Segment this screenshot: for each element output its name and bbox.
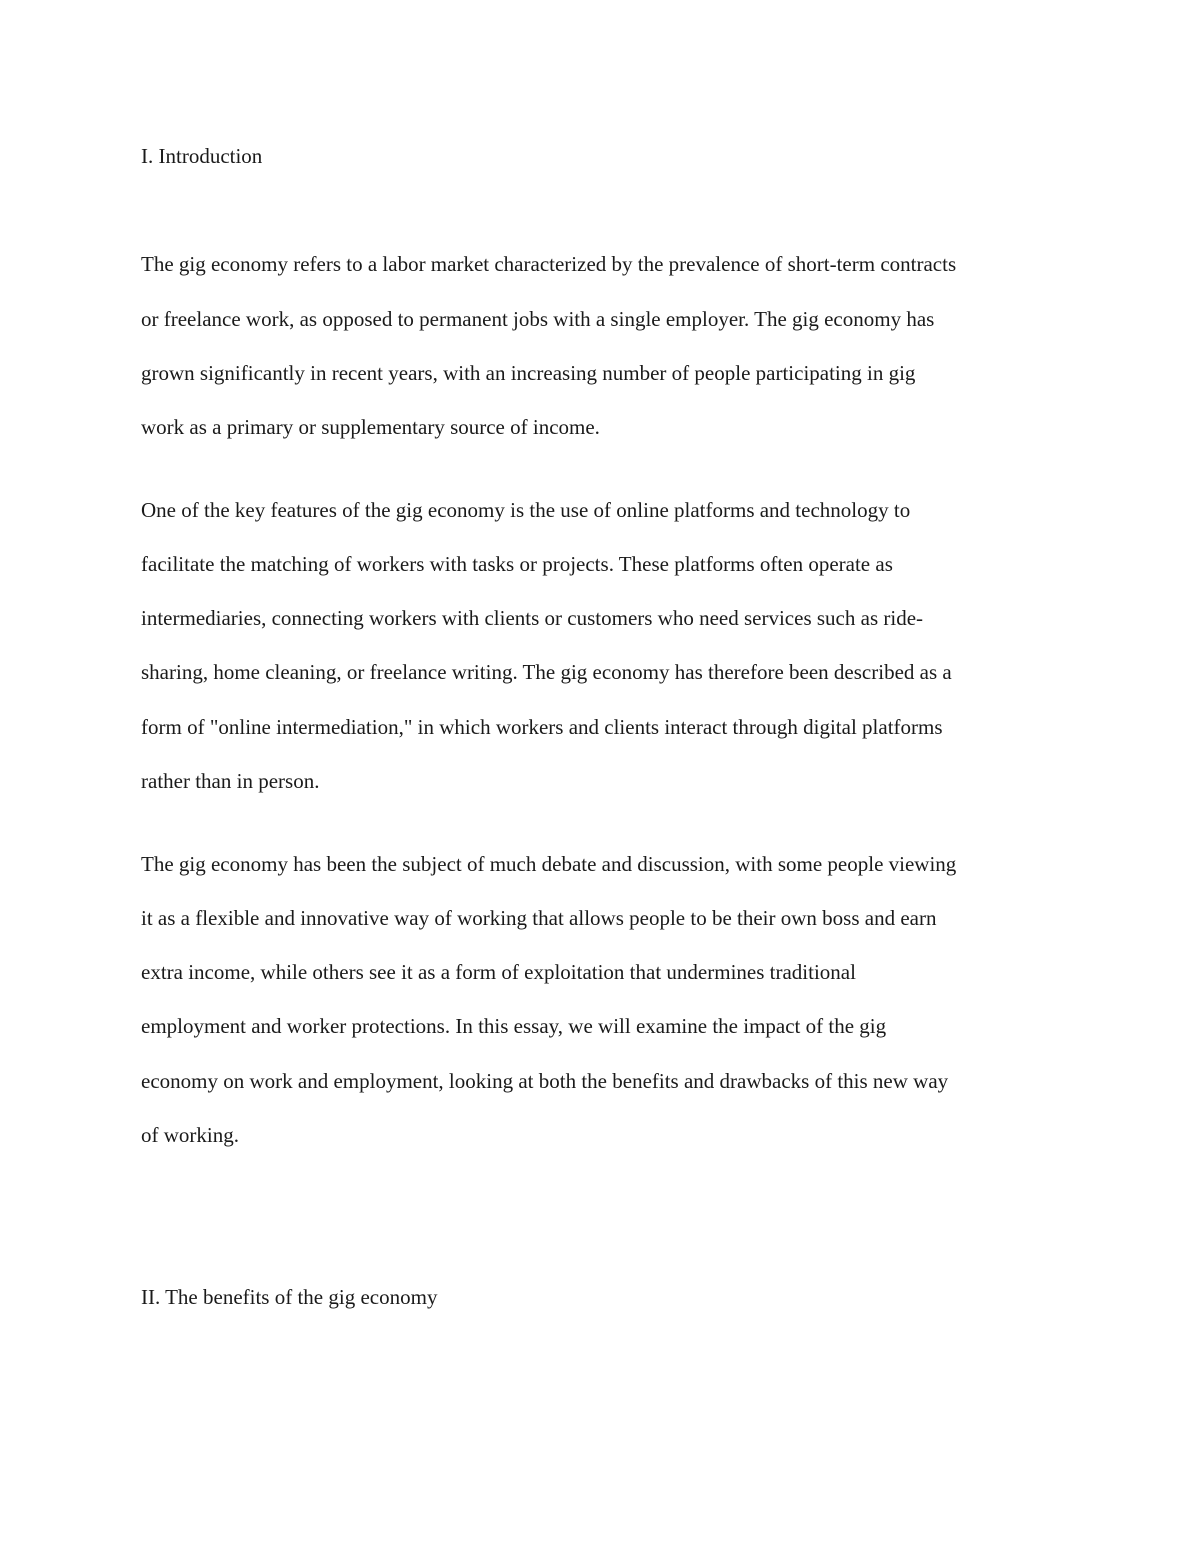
text-line: intermediaries, connecting workers with clients or customers who need services such as ride- (141, 606, 924, 630)
text-line: form of "online intermediation," in which workers and clients interact through digital platforms (141, 715, 943, 739)
text-line: One of the key features of the gig economy is the use of online platforms and technology to (141, 498, 911, 522)
text-line: rather than in person. (141, 769, 320, 793)
text-line: work as a primary or supplementary source of income. (141, 415, 600, 439)
section-heading-introduction: I. Introduction (141, 144, 263, 168)
text-line: The gig economy has been the subject of much debate and discussion, with some people viewing (141, 852, 957, 876)
text-line: sharing, home cleaning, or freelance writing. The gig economy has therefore been described as a (141, 660, 952, 684)
text-line: The gig economy refers to a labor market characterized by the prevalence of short-term contracts (141, 252, 957, 276)
text-line: extra income, while others see it as a form of exploitation that undermines traditional (141, 960, 856, 984)
section-heading-benefits: II. The benefits of the gig economy (141, 1285, 438, 1309)
text-line: employment and worker protections. In this essay, we will examine the impact of the gig (141, 1014, 887, 1038)
text-line: of working. (141, 1123, 239, 1147)
text-line: grown significantly in recent years, with an increasing number of people participating in gig (141, 361, 916, 385)
text-line: it as a flexible and innovative way of working that allows people to be their own boss and earn (141, 906, 937, 930)
text-line: economy on work and employment, looking at both the benefits and drawbacks of this new way (141, 1069, 949, 1093)
text-line: facilitate the matching of workers with tasks or projects. These platforms often operate as (141, 552, 893, 576)
text-line: or freelance work, as opposed to permanent jobs with a single employer. The gig economy has (141, 307, 935, 331)
